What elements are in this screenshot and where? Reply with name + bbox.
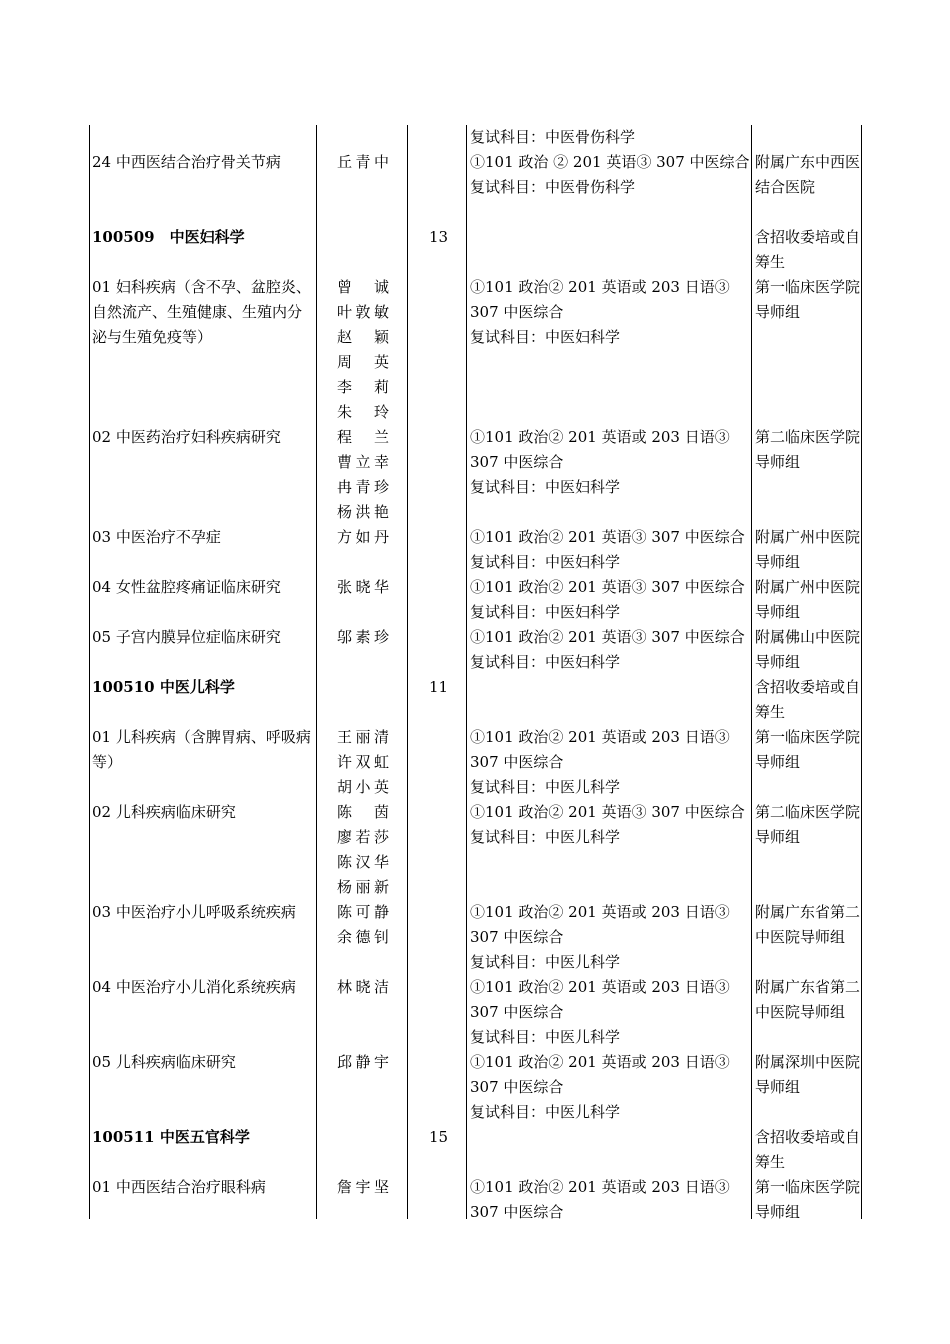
tutor-name: 周 英 [337,353,389,371]
exam-subjects: ①101 政治② 201 英语或 203 日语③ 307 中医综合 复试科目：中医儿科学 [470,728,730,796]
tutor-name: 邱静宇 [337,1053,389,1071]
research-direction: 01 儿科疾病（含脾胃病、呼吸病等） [92,728,311,771]
tutor-name: 陈 茵 [337,803,389,821]
exam-subjects: ①101 政治 ② 201 英语③ 307 中医综合 复试科目：中医骨伤科学 [470,153,750,196]
remark: 第一临床医学院导师组 [755,1178,861,1221]
tutor-list [337,1175,389,1200]
remark: 附属广州中医院导师组 [755,528,861,571]
research-direction: 02 中医药治疗妇科疾病研究 [92,428,281,446]
tutor-name: 曾 诚 [337,278,389,296]
table-border-right [861,125,862,1219]
remark: 附属广东省第二中医院导师组 [755,978,861,1021]
table-border-left [89,125,90,1219]
remark: 第二临床医学院导师组 [755,428,861,471]
exam-subjects: ①101 政治② 201 英语③ 307 中医综合 复试科目：中医儿科学 [470,803,745,846]
research-direction: 02 儿科疾病临床研究 [92,803,236,821]
tutor-name: 程 兰 [337,428,389,446]
exam-subjects: ①101 政治② 201 英语或 203 日语③ 307 中医综合 复试科目：中医儿科学 [470,903,730,971]
tutor-list [337,575,389,600]
tutor-name: 陈汉华 [337,853,389,871]
tutor-name: 方如丹 [337,528,389,546]
tutor-name: 胡小英 [337,778,389,796]
exam-subjects: ①101 政治② 201 英语或 203 日语③ 307 中医综合 复试科目：中医妇科学 [470,278,730,346]
column-divider-3 [466,125,467,1219]
tutor-name: 李 莉 [337,378,389,396]
tutor-name: 朱 玲 [337,403,389,421]
remark: 附属广州中医院导师组 [755,578,861,621]
research-direction: 04 中医治疗小儿消化系统疾病 [92,978,296,996]
tutor-name: 陈可静 [337,903,389,921]
tutor-list [337,425,389,525]
remark: 第一临床医学院导师组 [755,278,861,321]
research-direction: 03 中医治疗不孕症 [92,528,221,546]
research-direction: 01 妇科疾病（含不孕、盆腔炎、自然流产、生殖健康、生殖内分泌与生殖免疫等） [92,278,311,346]
tutor-name: 廖若莎 [337,828,389,846]
tutor-list [337,275,389,425]
exam-subjects: ①101 政治② 201 英语③ 307 中医综合 复试科目：中医妇科学 [470,628,745,671]
remark: 第一临床医学院导师组 [755,728,861,771]
tutor-list [337,900,389,950]
discipline-title: 100509 中医妇科学 [92,228,245,246]
discipline-title: 100510 中医儿科学 [92,678,235,696]
tutor-name: 詹宇坚 [337,1178,389,1196]
exam-subjects: 复试科目：中医骨伤科学 [470,128,636,146]
exam-subjects: ①101 政治② 201 英语或 203 日语③ 307 中医综合 复试科目：中医儿科学 [470,978,730,1046]
remark: 第二临床医学院导师组 [755,803,861,846]
exam-subjects: ①101 政治② 201 英语或 203 日语③ 307 中医综合 [470,1178,730,1221]
remark: 附属广东省第二中医院导师组 [755,903,861,946]
enrollment-count: 15 [429,1128,449,1146]
remark: 附属佛山中医院导师组 [755,628,861,671]
research-direction: 05 儿科疾病临床研究 [92,1053,236,1071]
tutor-list [337,525,389,550]
tutor-list [337,625,389,650]
column-divider-2 [407,125,408,1219]
tutor-name: 许双虹 [337,753,389,771]
remark: 含招收委培或自筹生 [755,1128,861,1171]
tutor-list [337,1050,389,1075]
tutor-name: 王丽清 [337,728,389,746]
tutor-list [337,150,389,175]
tutor-name: 赵 颖 [337,328,389,346]
tutor-name: 冉青珍 [337,478,389,496]
research-direction: 24 中西医结合治疗骨关节病 [92,153,281,171]
tutor-name: 余德钊 [337,928,389,946]
tutor-name: 杨丽新 [337,878,389,896]
research-direction: 01 中西医结合治疗眼科病 [92,1178,266,1196]
remark: 附属深圳中医院导师组 [755,1053,861,1096]
enrollment-count: 13 [429,228,449,246]
column-divider-4 [751,125,752,1219]
remark: 含招收委培或自筹生 [755,678,861,721]
research-direction: 04 女性盆腔疼痛证临床研究 [92,578,281,596]
tutor-name: 曹立幸 [337,453,389,471]
remark: 附属广东中西医结合医院 [755,153,861,196]
column-divider-1 [316,125,317,1219]
research-direction: 05 子宫内膜异位症临床研究 [92,628,281,646]
tutor-list [337,975,389,1000]
enrollment-count: 11 [429,678,449,696]
tutor-name: 丘青中 [337,153,389,171]
exam-subjects: ①101 政治② 201 英语③ 307 中医综合 复试科目：中医妇科学 [470,528,745,571]
tutor-name: 叶敦敏 [337,303,389,321]
tutor-list [337,725,389,800]
discipline-title: 100511 中医五官科学 [92,1128,250,1146]
exam-subjects: ①101 政治② 201 英语或 203 日语③ 307 中医综合 复试科目：中医妇科学 [470,428,730,496]
tutor-name: 张晓华 [337,578,389,596]
tutor-list [337,800,389,900]
exam-subjects: ①101 政治② 201 英语或 203 日语③ 307 中医综合 复试科目：中医儿科学 [470,1053,730,1121]
tutor-name: 邬素珍 [337,628,389,646]
tutor-name: 林晓洁 [337,978,389,996]
research-direction: 03 中医治疗小儿呼吸系统疾病 [92,903,296,921]
remark: 含招收委培或自筹生 [755,228,861,271]
exam-subjects: ①101 政治② 201 英语③ 307 中医综合 复试科目：中医妇科学 [470,578,745,621]
tutor-name: 杨洪艳 [337,503,389,521]
